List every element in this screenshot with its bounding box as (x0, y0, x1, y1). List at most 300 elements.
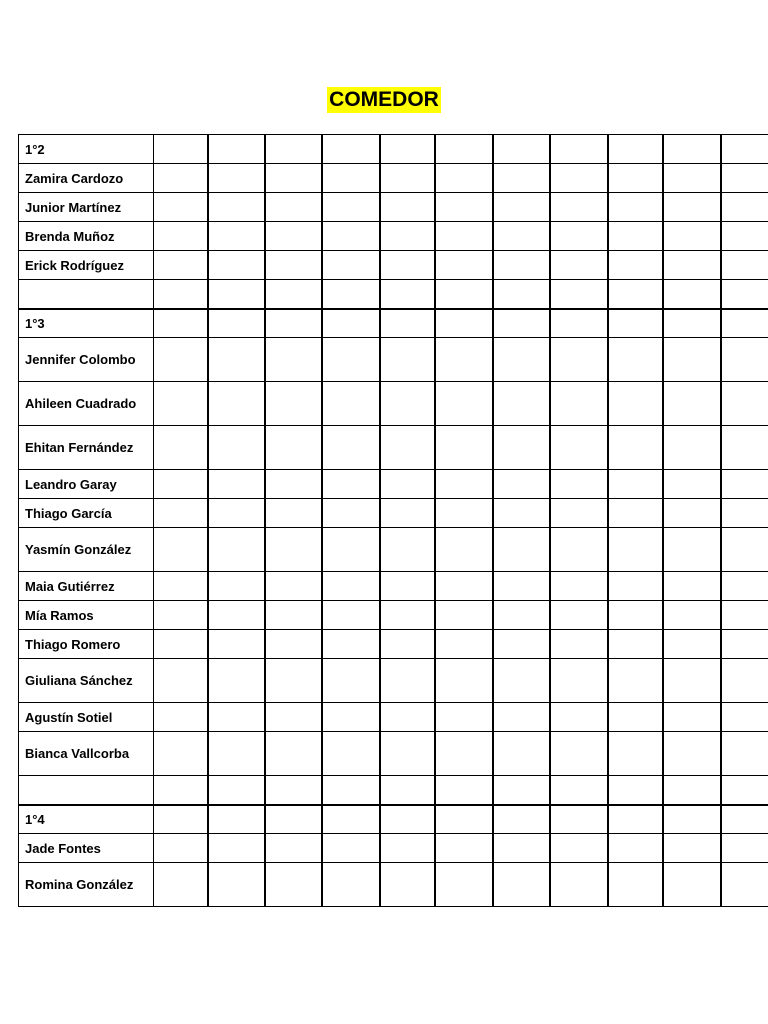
blank-cell (608, 601, 663, 630)
blank-cell (493, 426, 550, 470)
blank-cell (550, 309, 608, 338)
blank-cell (208, 732, 265, 776)
blank-cell (721, 703, 768, 732)
blank-cell (663, 863, 721, 907)
blank-cell (435, 135, 493, 164)
blank-cell (608, 528, 663, 572)
blank-cell (721, 659, 768, 703)
spacer-row (19, 280, 768, 309)
blank-cell (493, 382, 550, 426)
blank-cell (265, 572, 322, 601)
blank-cell (380, 703, 435, 732)
blank-cell (721, 280, 768, 309)
blank-cell (435, 309, 493, 338)
blank-cell (721, 776, 768, 805)
blank-cell (322, 280, 380, 309)
blank-cell (550, 280, 608, 309)
blank-cell (322, 834, 380, 863)
blank-cell (608, 805, 663, 834)
blank-cell (322, 601, 380, 630)
blank-cell (608, 732, 663, 776)
blank-cell (608, 251, 663, 280)
blank-cell (493, 703, 550, 732)
blank-cell (608, 659, 663, 703)
blank-cell (493, 601, 550, 630)
spacer-row (19, 776, 768, 805)
blank-cell (322, 659, 380, 703)
blank-cell (154, 426, 209, 470)
blank-cell (721, 470, 768, 499)
student-row (19, 703, 768, 732)
blank-cell (550, 499, 608, 528)
blank-cell (493, 776, 550, 805)
blank-cell (663, 193, 721, 222)
group-label: 1°2 (19, 135, 154, 164)
blank-cell (721, 193, 768, 222)
blank-cell (208, 193, 265, 222)
blank-cell (208, 135, 265, 164)
group-header-row (19, 805, 768, 834)
blank-cell (154, 193, 209, 222)
page-title-wrap (0, 87, 768, 113)
blank-cell (154, 338, 209, 382)
blank-cell (493, 251, 550, 280)
blank-cell (380, 426, 435, 470)
blank-cell (208, 863, 265, 907)
blank-cell (721, 382, 768, 426)
blank-cell (380, 805, 435, 834)
blank-cell (435, 834, 493, 863)
blank-cell (154, 499, 209, 528)
blank-cell (493, 309, 550, 338)
blank-cell (380, 193, 435, 222)
blank-cell (154, 805, 209, 834)
blank-cell (154, 164, 209, 193)
blank-cell (154, 732, 209, 776)
blank-cell (322, 382, 380, 426)
blank-cell (435, 863, 493, 907)
blank-cell (265, 135, 322, 164)
blank-cell (721, 164, 768, 193)
blank-cell (265, 703, 322, 732)
attendance-table (18, 134, 768, 907)
blank-cell (435, 470, 493, 499)
blank-cell (322, 528, 380, 572)
blank-cell (493, 528, 550, 572)
blank-cell (608, 193, 663, 222)
attendance-table-body (19, 135, 768, 907)
blank-cell (608, 703, 663, 732)
blank-cell (265, 426, 322, 470)
blank-cell (435, 426, 493, 470)
blank-cell (154, 659, 209, 703)
blank-cell (493, 470, 550, 499)
blank-cell (663, 528, 721, 572)
blank-cell (208, 338, 265, 382)
blank-cell (322, 426, 380, 470)
blank-cell (550, 338, 608, 382)
blank-cell (721, 338, 768, 382)
blank-cell (322, 193, 380, 222)
blank-cell (208, 222, 265, 251)
blank-cell (550, 630, 608, 659)
blank-cell (550, 805, 608, 834)
blank-cell (435, 572, 493, 601)
blank-cell (721, 426, 768, 470)
blank-cell (322, 222, 380, 251)
blank-cell (663, 382, 721, 426)
blank-cell (322, 309, 380, 338)
blank-cell (608, 309, 663, 338)
blank-cell (265, 528, 322, 572)
blank-cell (493, 193, 550, 222)
blank-cell (493, 659, 550, 703)
blank-cell (322, 863, 380, 907)
blank-cell (550, 863, 608, 907)
blank-cell (721, 863, 768, 907)
blank-cell (322, 630, 380, 659)
student-row (19, 572, 768, 601)
blank-cell (550, 601, 608, 630)
blank-cell (380, 528, 435, 572)
blank-cell (154, 630, 209, 659)
student-name: Jennifer Colombo (19, 338, 154, 382)
student-name: Ehitan Fernández (19, 426, 154, 470)
blank-cell (208, 659, 265, 703)
blank-cell (265, 193, 322, 222)
blank-cell (322, 135, 380, 164)
blank-cell (322, 338, 380, 382)
blank-cell (608, 222, 663, 251)
blank-cell (663, 703, 721, 732)
blank-cell (154, 863, 209, 907)
student-row (19, 164, 768, 193)
blank-cell (154, 251, 209, 280)
student-row (19, 382, 768, 426)
blank-cell (663, 470, 721, 499)
blank-cell (550, 703, 608, 732)
student-row (19, 528, 768, 572)
blank-cell (435, 528, 493, 572)
blank-cell (435, 164, 493, 193)
blank-cell (608, 630, 663, 659)
blank-cell (208, 703, 265, 732)
blank-cell (608, 280, 663, 309)
student-name: Yasmín González (19, 528, 154, 572)
blank-cell (154, 309, 209, 338)
blank-cell (550, 135, 608, 164)
blank-cell (721, 528, 768, 572)
blank-cell (663, 135, 721, 164)
blank-cell (265, 222, 322, 251)
blank-cell (154, 601, 209, 630)
blank-cell (663, 805, 721, 834)
blank-cell (154, 703, 209, 732)
student-row (19, 338, 768, 382)
blank-cell (608, 164, 663, 193)
student-name: Bianca Vallcorba (19, 732, 154, 776)
student-name (19, 776, 154, 805)
blank-cell (550, 732, 608, 776)
blank-cell (154, 470, 209, 499)
blank-cell (380, 863, 435, 907)
blank-cell (493, 863, 550, 907)
blank-cell (435, 222, 493, 251)
blank-cell (550, 426, 608, 470)
student-row (19, 630, 768, 659)
blank-cell (208, 164, 265, 193)
blank-cell (493, 630, 550, 659)
blank-cell (435, 776, 493, 805)
blank-cell (550, 164, 608, 193)
blank-cell (608, 499, 663, 528)
blank-cell (208, 382, 265, 426)
blank-cell (493, 572, 550, 601)
blank-cell (608, 382, 663, 426)
student-row (19, 193, 768, 222)
blank-cell (493, 834, 550, 863)
blank-cell (322, 805, 380, 834)
student-row (19, 251, 768, 280)
blank-cell (380, 572, 435, 601)
student-name: Brenda Muñoz (19, 222, 154, 251)
blank-cell (154, 222, 209, 251)
blank-cell (493, 135, 550, 164)
blank-cell (380, 659, 435, 703)
blank-cell (154, 280, 209, 309)
blank-cell (721, 805, 768, 834)
group-header-row (19, 135, 768, 164)
student-row (19, 601, 768, 630)
blank-cell (721, 601, 768, 630)
blank-cell (380, 499, 435, 528)
blank-cell (154, 528, 209, 572)
blank-cell (322, 572, 380, 601)
blank-cell (663, 222, 721, 251)
blank-cell (380, 834, 435, 863)
blank-cell (265, 309, 322, 338)
blank-cell (721, 499, 768, 528)
blank-cell (265, 659, 322, 703)
blank-cell (721, 572, 768, 601)
blank-cell (322, 703, 380, 732)
blank-cell (435, 382, 493, 426)
blank-cell (435, 805, 493, 834)
student-name: Agustín Sotiel (19, 703, 154, 732)
blank-cell (550, 776, 608, 805)
blank-cell (265, 499, 322, 528)
blank-cell (380, 309, 435, 338)
student-name: Mía Ramos (19, 601, 154, 630)
student-name: Maia Gutiérrez (19, 572, 154, 601)
blank-cell (550, 834, 608, 863)
blank-cell (265, 338, 322, 382)
student-row (19, 499, 768, 528)
blank-cell (493, 499, 550, 528)
student-name: Thiago Romero (19, 630, 154, 659)
blank-cell (435, 630, 493, 659)
blank-cell (550, 470, 608, 499)
blank-cell (721, 732, 768, 776)
blank-cell (663, 834, 721, 863)
blank-cell (663, 251, 721, 280)
blank-cell (663, 659, 721, 703)
blank-cell (380, 164, 435, 193)
blank-cell (322, 164, 380, 193)
blank-cell (208, 601, 265, 630)
blank-cell (663, 630, 721, 659)
group-header-row (19, 309, 768, 338)
blank-cell (380, 732, 435, 776)
blank-cell (208, 426, 265, 470)
blank-cell (663, 280, 721, 309)
blank-cell (208, 630, 265, 659)
blank-cell (154, 382, 209, 426)
student-name: Zamira Cardozo (19, 164, 154, 193)
blank-cell (208, 528, 265, 572)
student-name: Erick Rodríguez (19, 251, 154, 280)
blank-cell (208, 805, 265, 834)
blank-cell (265, 630, 322, 659)
blank-cell (721, 630, 768, 659)
blank-cell (663, 601, 721, 630)
blank-cell (265, 251, 322, 280)
blank-cell (608, 135, 663, 164)
blank-cell (380, 776, 435, 805)
blank-cell (663, 164, 721, 193)
student-row (19, 863, 768, 907)
blank-cell (721, 222, 768, 251)
student-row (19, 834, 768, 863)
blank-cell (550, 572, 608, 601)
student-name: Ahileen Cuadrado (19, 382, 154, 426)
student-row (19, 732, 768, 776)
blank-cell (265, 863, 322, 907)
blank-cell (721, 251, 768, 280)
blank-cell (550, 222, 608, 251)
blank-cell (663, 426, 721, 470)
blank-cell (550, 528, 608, 572)
blank-cell (721, 834, 768, 863)
blank-cell (493, 732, 550, 776)
blank-cell (663, 499, 721, 528)
blank-cell (380, 280, 435, 309)
blank-cell (208, 834, 265, 863)
blank-cell (721, 309, 768, 338)
blank-cell (154, 135, 209, 164)
blank-cell (435, 338, 493, 382)
blank-cell (663, 776, 721, 805)
blank-cell (608, 426, 663, 470)
blank-cell (265, 470, 322, 499)
blank-cell (322, 776, 380, 805)
blank-cell (435, 732, 493, 776)
blank-cell (608, 470, 663, 499)
blank-cell (435, 193, 493, 222)
blank-cell (493, 280, 550, 309)
student-row (19, 222, 768, 251)
student-name (19, 280, 154, 309)
blank-cell (322, 470, 380, 499)
blank-cell (265, 382, 322, 426)
student-name: Thiago García (19, 499, 154, 528)
blank-cell (208, 499, 265, 528)
blank-cell (493, 338, 550, 382)
student-row (19, 659, 768, 703)
blank-cell (208, 776, 265, 805)
blank-cell (493, 164, 550, 193)
student-name: Jade Fontes (19, 834, 154, 863)
blank-cell (380, 338, 435, 382)
blank-cell (435, 659, 493, 703)
student-name: Junior Martínez (19, 193, 154, 222)
blank-cell (265, 834, 322, 863)
student-row (19, 470, 768, 499)
group-label: 1°3 (19, 309, 154, 338)
blank-cell (663, 732, 721, 776)
blank-cell (322, 251, 380, 280)
blank-cell (663, 572, 721, 601)
blank-cell (265, 164, 322, 193)
blank-cell (322, 732, 380, 776)
blank-cell (208, 251, 265, 280)
blank-cell (550, 659, 608, 703)
blank-cell (663, 309, 721, 338)
group-label: 1°4 (19, 805, 154, 834)
blank-cell (721, 135, 768, 164)
blank-cell (608, 834, 663, 863)
blank-cell (550, 251, 608, 280)
blank-cell (154, 776, 209, 805)
student-row (19, 426, 768, 470)
blank-cell (435, 601, 493, 630)
blank-cell (380, 382, 435, 426)
blank-cell (265, 280, 322, 309)
page-title: COMEDOR (329, 88, 439, 111)
blank-cell (265, 732, 322, 776)
blank-cell (608, 776, 663, 805)
blank-cell (265, 601, 322, 630)
blank-cell (663, 338, 721, 382)
student-name: Giuliana Sánchez (19, 659, 154, 703)
blank-cell (608, 863, 663, 907)
blank-cell (208, 470, 265, 499)
student-name: Leandro Garay (19, 470, 154, 499)
blank-cell (208, 572, 265, 601)
blank-cell (493, 222, 550, 251)
blank-cell (265, 805, 322, 834)
blank-cell (154, 834, 209, 863)
student-name: Romina González (19, 863, 154, 907)
blank-cell (380, 470, 435, 499)
blank-cell (608, 572, 663, 601)
blank-cell (380, 135, 435, 164)
blank-cell (550, 193, 608, 222)
blank-cell (208, 280, 265, 309)
blank-cell (435, 251, 493, 280)
blank-cell (550, 382, 608, 426)
blank-cell (380, 630, 435, 659)
blank-cell (154, 572, 209, 601)
blank-cell (608, 338, 663, 382)
blank-cell (322, 499, 380, 528)
blank-cell (435, 499, 493, 528)
blank-cell (493, 805, 550, 834)
blank-cell (380, 251, 435, 280)
blank-cell (380, 222, 435, 251)
blank-cell (265, 776, 322, 805)
blank-cell (208, 309, 265, 338)
